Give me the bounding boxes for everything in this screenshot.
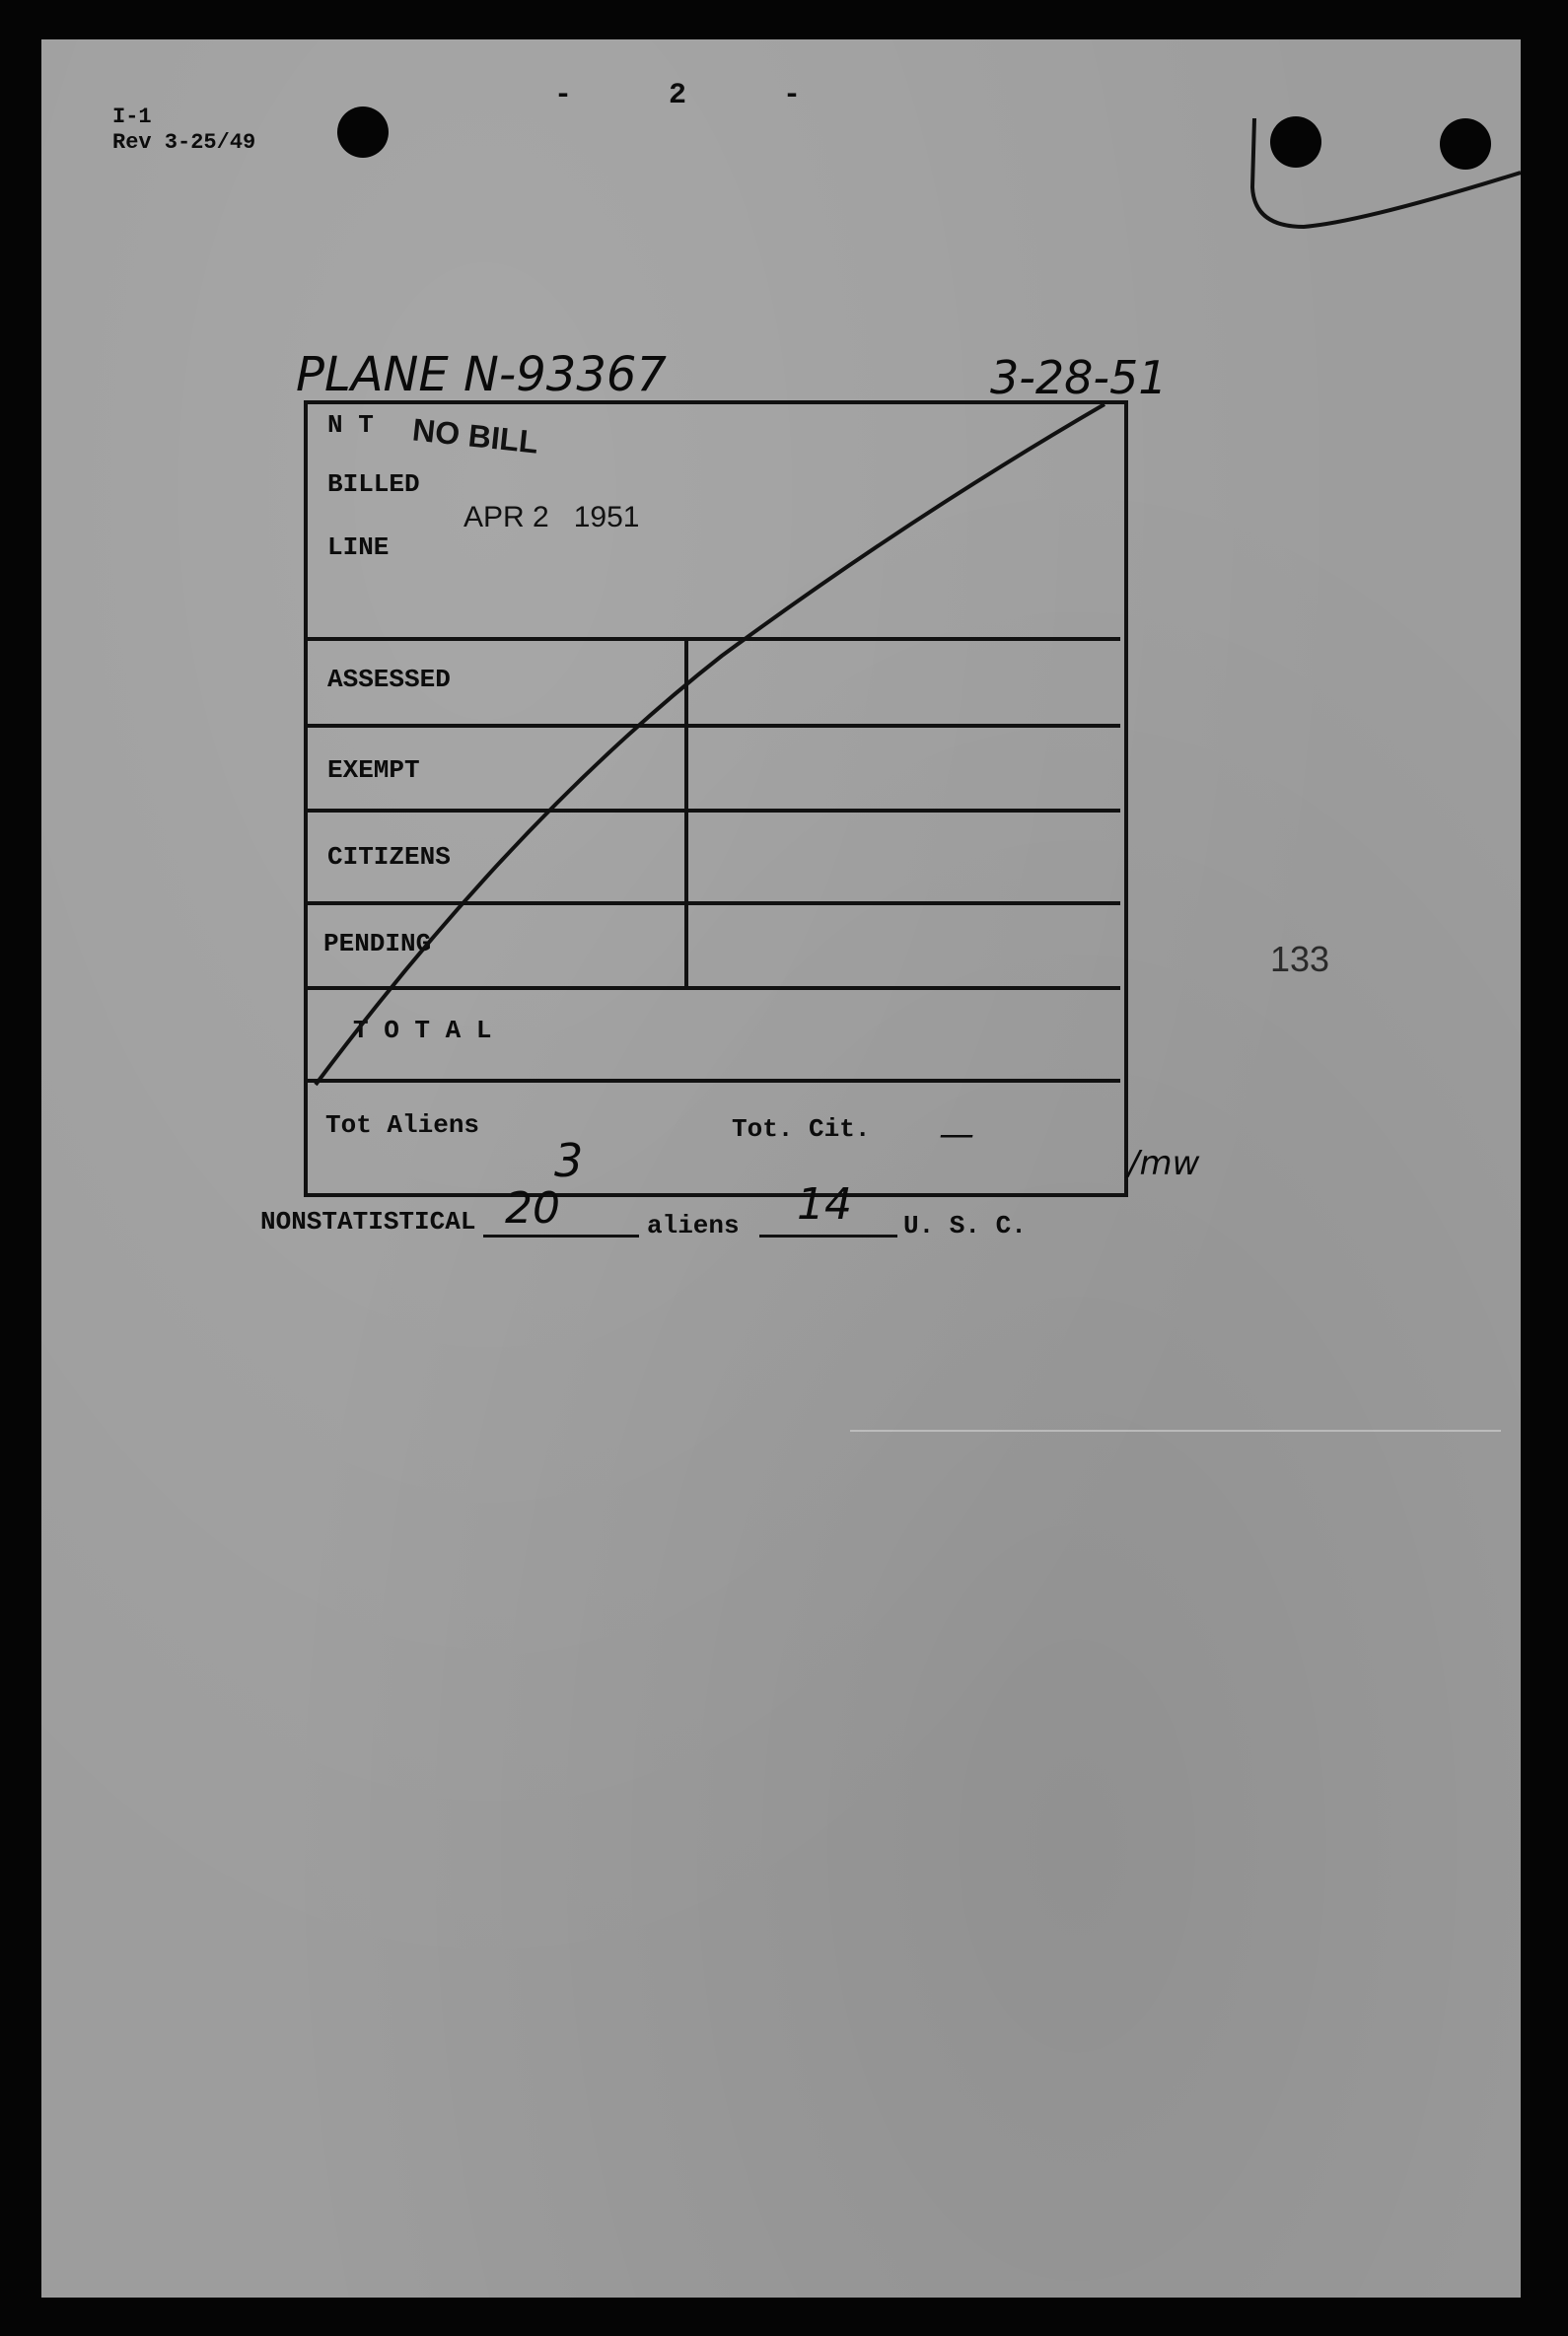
label-tot-cit: Tot. Cit. xyxy=(732,1114,871,1144)
label-billed: BILLED xyxy=(327,469,420,499)
no-bill-stamp: NO BILL xyxy=(410,411,540,460)
handwritten-date: 3-28-51 xyxy=(990,351,1168,404)
plane-number: PLANE N-93367 xyxy=(296,347,667,402)
date-stamp: APR 2 1951 xyxy=(463,501,640,533)
label-nt: N T xyxy=(327,410,374,440)
punch-hole-left xyxy=(337,106,389,158)
label-exempt: EXEMPT xyxy=(327,755,420,785)
page-marker: - 2 - xyxy=(554,79,841,112)
label-assessed: ASSESSED xyxy=(327,665,451,694)
form-code-line1: I-1 xyxy=(112,105,152,129)
label-nonstatistical: NONSTATISTICAL xyxy=(260,1207,476,1237)
label-tot-aliens: Tot Aliens xyxy=(325,1110,480,1140)
document-sheet xyxy=(41,39,1521,2298)
nonstat-usc-underline xyxy=(759,1235,897,1238)
form-code-line2: Rev 3-25/49 xyxy=(112,130,256,155)
nonstat-aliens-value: 20 xyxy=(505,1183,560,1234)
fold-line xyxy=(850,1430,1501,1432)
label-line: LINE xyxy=(327,532,390,562)
initials: /mw xyxy=(1128,1144,1200,1183)
label-citizens: CITIZENS xyxy=(327,842,451,872)
nonstat-aliens-underline xyxy=(483,1235,639,1238)
pen-curve-mark xyxy=(1245,118,1521,247)
aliens-count: 3 xyxy=(554,1134,584,1187)
nonstat-usc-value: 14 xyxy=(797,1179,852,1230)
label-pending: PENDING xyxy=(323,929,432,958)
label-total: T O T A L xyxy=(353,1016,492,1045)
label-aliens: aliens xyxy=(647,1211,740,1240)
diagonal-strike-line xyxy=(298,394,1126,1104)
tot-cit-value: — xyxy=(939,1114,974,1155)
page-number-stamp: 133 xyxy=(1270,939,1330,979)
label-usc: U. S. C. xyxy=(903,1211,1027,1240)
